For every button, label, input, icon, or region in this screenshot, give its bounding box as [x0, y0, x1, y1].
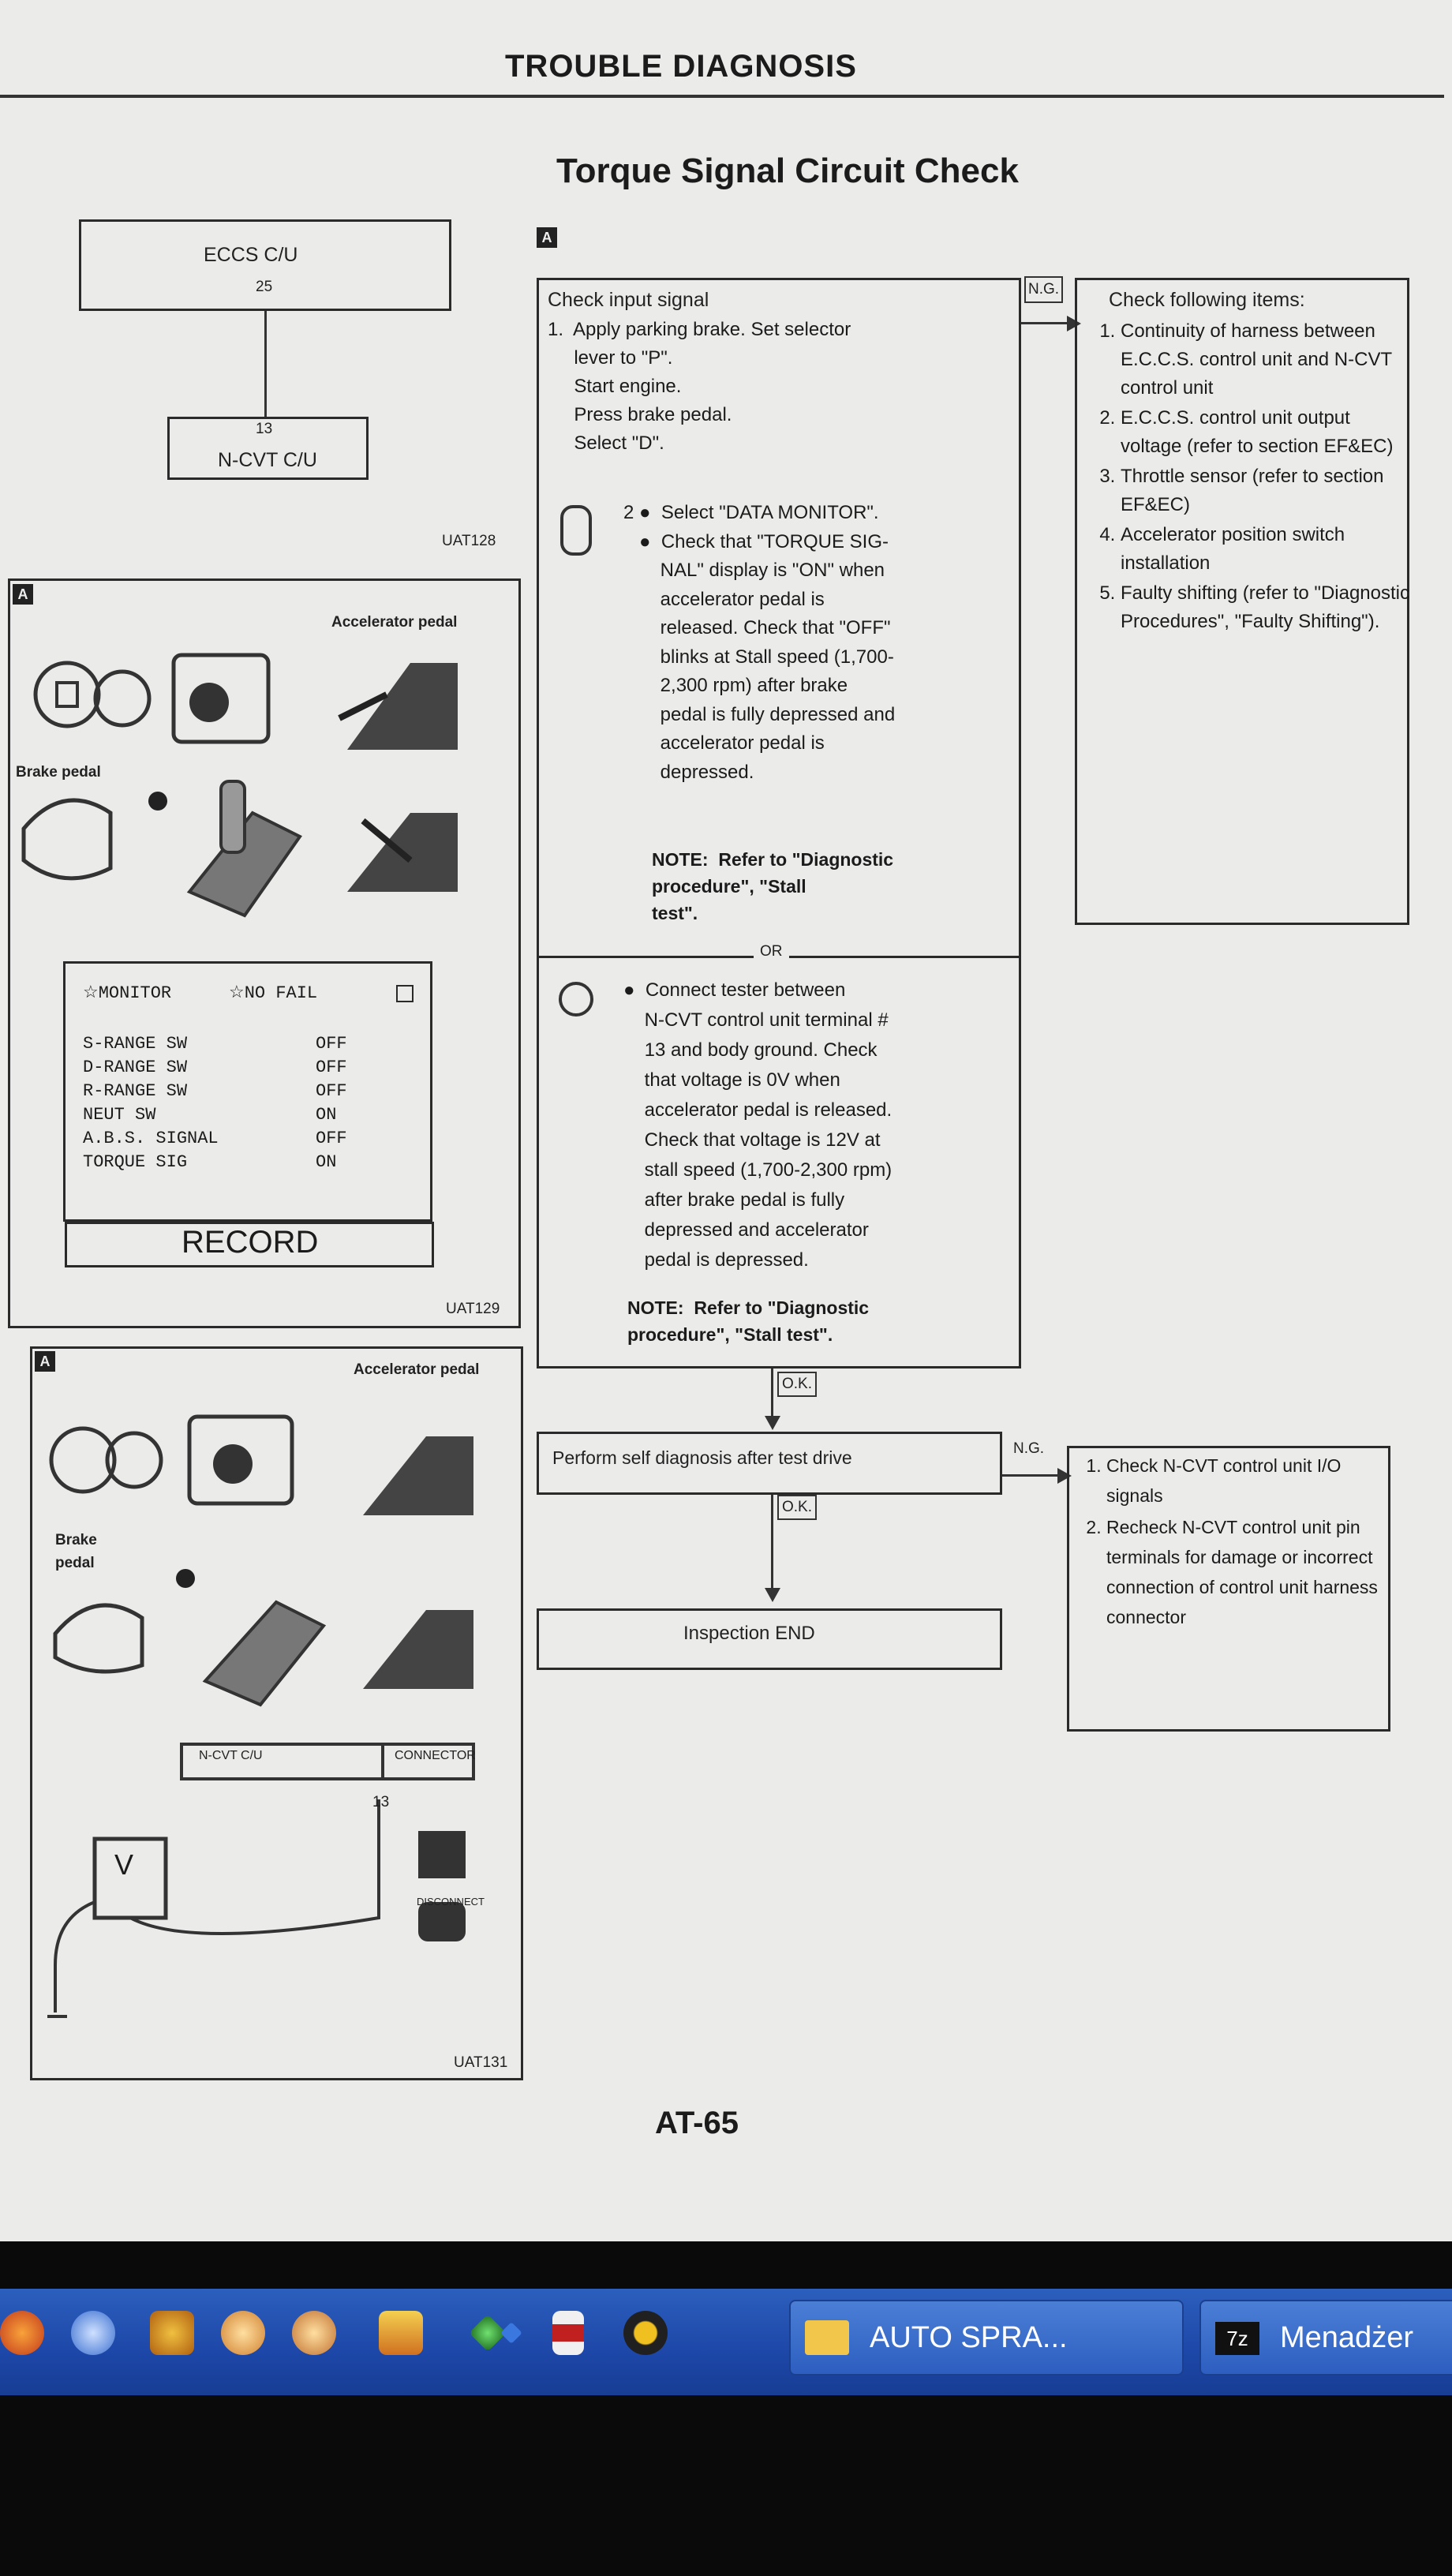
- tester-icon: [559, 982, 593, 1017]
- blue-gem-icon[interactable]: [500, 2322, 522, 2344]
- disconnect-label: DISCONNECT: [417, 1896, 485, 1908]
- check-item: 3. Throttle sensor (refer to section EF&EC): [1121, 462, 1413, 519]
- tester-line: accelerator pedal is released.: [623, 1099, 893, 1121]
- tester-line: after brake pedal is fully: [623, 1189, 845, 1211]
- step1-line: Start engine.: [548, 376, 682, 397]
- tester-line: N-CVT control unit terminal #: [623, 1009, 889, 1031]
- sims2-icon[interactable]: [292, 2311, 336, 2355]
- check-items-list: [1089, 317, 1413, 638]
- sims-icon[interactable]: [221, 2311, 265, 2355]
- note1-line: procedure", "Stall: [652, 876, 806, 897]
- check-items-title: Check following items:: [1109, 289, 1305, 311]
- brake-pedal-label-2: Brake pedal: [55, 1532, 97, 1571]
- ng-arrow-2: [1002, 1474, 1059, 1477]
- tester-line: that voltage is 0V when: [623, 1069, 840, 1091]
- tester-illustrations: [47, 1397, 505, 2028]
- monitor-row-value: OFF: [316, 1129, 347, 1148]
- page-number: AT-65: [655, 2106, 739, 2140]
- recheck-item: 2. Recheck N-CVT control unit pin terminals for damage or incorrect connection of control unit harness connector: [1106, 1512, 1390, 1632]
- check-item: 1. Continuity of harness between E.C.C.S. control unit and N-CVT control unit: [1121, 317, 1413, 402]
- accel-pedal-label-2: Accelerator pedal: [354, 1361, 480, 1378]
- monitor-row-value: OFF: [316, 1081, 347, 1101]
- step2-line: blinks at Stall speed (1,700-: [623, 646, 894, 668]
- step1-text: [548, 316, 851, 458]
- terminal-number: 13: [372, 1794, 390, 1810]
- ok-label-1: O.K.: [777, 1372, 817, 1397]
- firefox-icon[interactable]: [0, 2311, 44, 2355]
- monitor-row-name: S-RANGE SW: [83, 1034, 188, 1054]
- check-item: 2. E.C.C.S. control unit output voltage (refer to section EF&EC): [1121, 404, 1413, 461]
- fig-id-129: UAT129: [446, 1301, 500, 1317]
- step1-line: 1. Apply parking brake. Set selector: [548, 319, 851, 340]
- ie-icon[interactable]: [71, 2311, 115, 2355]
- step1-line: lever to "P".: [548, 347, 673, 369]
- recheck-items-list: [1075, 1451, 1390, 1634]
- self-diagnosis-label: Perform self diagnosis after test drive: [552, 1447, 852, 1468]
- record-label: RECORD: [182, 1225, 319, 1260]
- monitor-head-right: ☆NO FAIL: [229, 983, 318, 1003]
- taskbar-button-menadzer[interactable]: [1199, 2300, 1452, 2376]
- ncvt-label: N-CVT C/U: [218, 449, 317, 471]
- or-separator: OR: [754, 941, 789, 964]
- step2-line: accelerator pedal is: [623, 732, 825, 754]
- monitor-row-name: D-RANGE SW: [83, 1058, 188, 1077]
- step2-line: pedal is fully depressed and: [623, 703, 896, 725]
- ng-label-2: N.G.: [1013, 1440, 1045, 1457]
- archive-icon[interactable]: [552, 2311, 584, 2355]
- taskbar-button-auto-spra[interactable]: [789, 2300, 1184, 2376]
- taskbar-button-label-2: Menadżer: [1280, 2321, 1413, 2354]
- recheck-item: 1. Check N-CVT control unit I/O signals: [1106, 1451, 1390, 1511]
- figure-badge: A: [13, 584, 33, 605]
- app-icon[interactable]: [150, 2311, 194, 2355]
- step2-line: ● Check that "TORQUE SIG-: [623, 530, 889, 552]
- step2-line: 2 ● Select "DATA MONITOR".: [623, 502, 879, 523]
- taskbar-button-label: AUTO SPRA...: [870, 2321, 1068, 2354]
- step2-line: NAL" display is "ON" when: [623, 560, 885, 581]
- procedure-illustrations: [16, 631, 489, 931]
- monitor-row-name: TORQUE SIG: [83, 1152, 188, 1172]
- step1-line: Select "D".: [548, 432, 664, 454]
- folder-icon: [805, 2320, 849, 2355]
- monitor-row-value: ON: [316, 1152, 337, 1172]
- check-item: 4. Accelerator position switch installation: [1121, 521, 1413, 578]
- step1-line: Press brake pedal.: [548, 404, 732, 425]
- step2-text: [623, 499, 895, 787]
- note1-line: test".: [652, 903, 698, 923]
- tester-line: stall speed (1,700-2,300 rpm): [623, 1159, 893, 1181]
- ok-arrow-2-head: [765, 1588, 780, 1602]
- sheets-icon[interactable]: [379, 2311, 423, 2355]
- monitor-row-value: ON: [316, 1105, 337, 1125]
- tester-line: ● Connect tester between: [623, 979, 846, 1001]
- brake-pedal-label: Brake pedal: [16, 764, 101, 781]
- ng-arrow-1: [1021, 322, 1068, 324]
- tester-line: Check that voltage is 12V at: [623, 1129, 881, 1151]
- check-input-title: Check input signal: [548, 289, 709, 311]
- consult-icon: [560, 505, 592, 556]
- accel-pedal-label: Accelerator pedal: [331, 614, 458, 631]
- ok-arrow-1-head: [765, 1416, 780, 1430]
- taskbar: [0, 2289, 1452, 2395]
- 7zip-icon: 7z: [1215, 2322, 1259, 2355]
- inspection-end-label: Inspection END: [683, 1623, 815, 1644]
- tester-text: [623, 975, 892, 1275]
- fig-id-131: UAT131: [454, 2054, 508, 2071]
- flow-badge: A: [537, 227, 557, 248]
- ok-arrow-1: [771, 1368, 773, 1417]
- check-item: 5. Faulty shifting (refer to "Diagnostic Procedures", "Faulty Shifting").: [1121, 579, 1413, 636]
- connector-right-label: CONNECTOR: [395, 1749, 476, 1762]
- wire: [264, 311, 267, 417]
- ecu-label: ECCS C/U: [204, 244, 298, 266]
- note2-line: procedure", "Stall test".: [627, 1324, 833, 1345]
- note1: [652, 846, 893, 927]
- header-rule: [0, 95, 1444, 98]
- monitor-row-value: OFF: [316, 1034, 347, 1054]
- step2-line: depressed.: [623, 761, 754, 783]
- ng-label-1: N.G.: [1024, 276, 1063, 303]
- tester-line: depressed and accelerator: [623, 1219, 869, 1241]
- section-header: TROUBLE DIAGNOSIS: [505, 49, 857, 84]
- note1-line: NOTE: Refer to "Diagnostic: [652, 849, 894, 870]
- step2-line: accelerator pedal is: [623, 588, 825, 610]
- ecu-pin: 25: [256, 279, 273, 295]
- step2-line: released. Check that "OFF": [623, 617, 891, 638]
- monitor-row-name: R-RANGE SW: [83, 1081, 188, 1101]
- page-title: Torque Signal Circuit Check: [556, 152, 1019, 190]
- tester-line: pedal is depressed.: [623, 1249, 809, 1271]
- note2-line: NOTE: Refer to "Diagnostic: [627, 1297, 870, 1318]
- figure3-badge: A: [35, 1351, 55, 1372]
- monitor-row-name: NEUT SW: [83, 1105, 156, 1125]
- monitor-head-left: ☆MONITOR: [83, 983, 172, 1003]
- tester-line: 13 and body ground. Check: [623, 1039, 878, 1061]
- voltmeter-label: V: [114, 1848, 134, 1881]
- monitor-row-name: A.B.S. SIGNAL: [83, 1129, 219, 1148]
- step2-line: 2,300 rpm) after brake: [623, 675, 848, 696]
- monitor-checkbox: [396, 985, 414, 1002]
- ok-arrow-2: [771, 1495, 773, 1589]
- note2: [627, 1294, 869, 1348]
- fig-id-128: UAT128: [442, 533, 496, 549]
- monitor-row-value: OFF: [316, 1058, 347, 1077]
- media-player-icon[interactable]: [623, 2311, 668, 2355]
- ok-label-2: O.K.: [777, 1495, 817, 1520]
- ncvt-pin: 13: [256, 421, 273, 437]
- connector-left-label: N-CVT C/U: [199, 1749, 263, 1762]
